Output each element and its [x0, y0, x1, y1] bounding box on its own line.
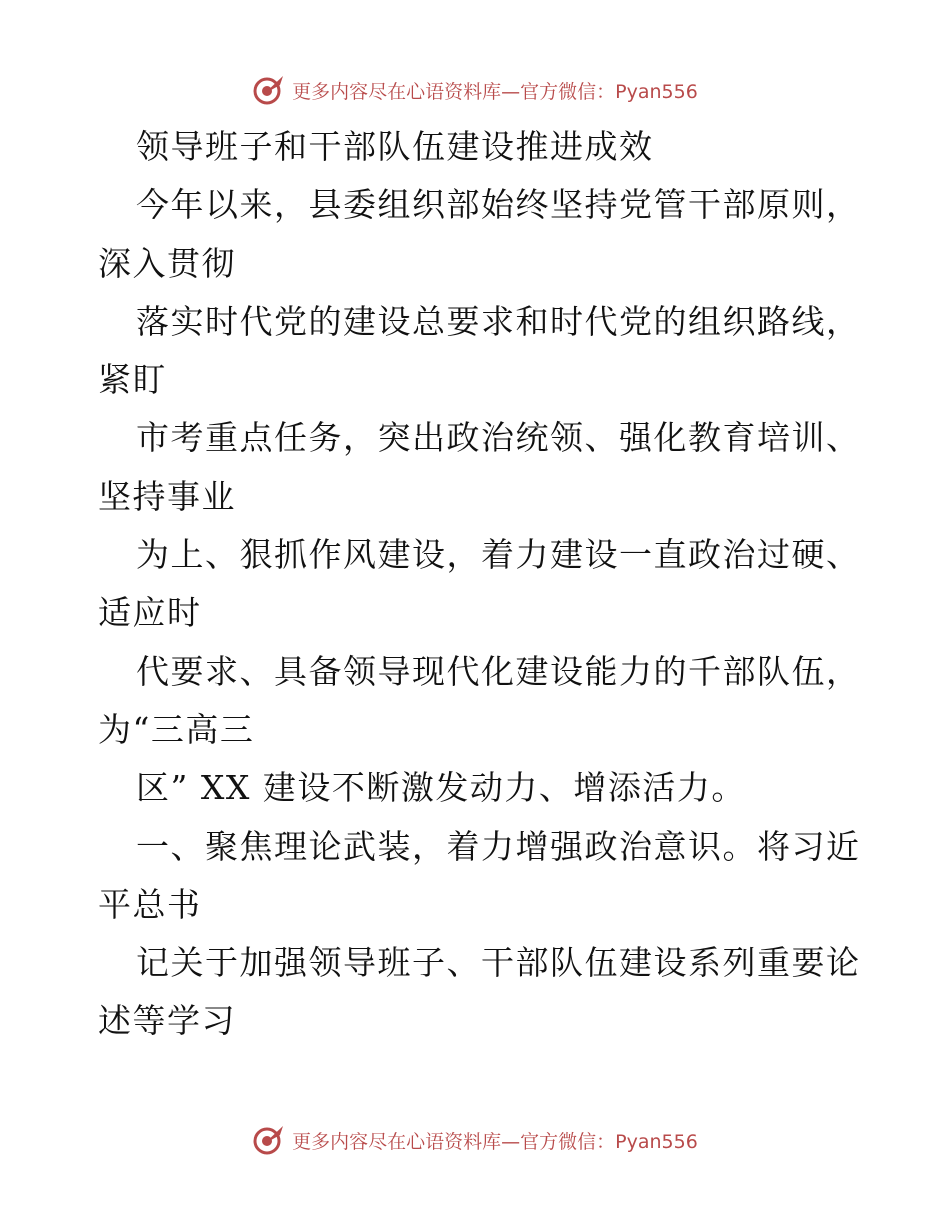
document-line: 市考重点任务，突出政治统领、强化教育培训、 — [136, 418, 861, 458]
document-line: 代要求、具备领导现代化建设能力的千部队伍， — [136, 651, 861, 691]
quill-logo-icon — [252, 73, 286, 107]
document-line: 适应时 — [98, 593, 202, 633]
document-line: 深入贯彻 — [98, 243, 236, 283]
document-body — [98, 118, 868, 1051]
header-banner-text: 更多内容尽在心语资料库—官方微信：Pyan556 — [292, 80, 698, 103]
quill-logo-icon — [252, 1123, 286, 1157]
footer-banner — [0, 1120, 950, 1160]
document-line: 述等学习 — [98, 1001, 236, 1041]
document-line: 为“三高三 — [98, 709, 255, 749]
document-line: 今年以来，县委组织部始终坚持党管干部原则， — [136, 185, 861, 225]
document-line: 紧盯 — [98, 360, 167, 400]
document-line: 区” XX 建设不断激发动力、增添活力。 — [136, 768, 746, 808]
footer-banner-text: 更多内容尽在心语资料库—官方微信：Pyan556 — [292, 1130, 698, 1153]
document-line: 落实时代党的建设总要求和时代党的组织路线， — [136, 301, 861, 341]
document-line: 一、聚焦理论武装，着力增强政治意识。将习近 — [136, 826, 861, 866]
document-line: 记关于加强领导班子、干部队伍建设系列重要论 — [136, 943, 861, 983]
document-line: 坚持事业 — [98, 476, 236, 516]
document-line: 平总书 — [98, 884, 202, 924]
document-line: 领导班子和干部队伍建设推进成效 — [136, 127, 654, 166]
document-line: 为上、狠抓作风建设，着力建设一直政治过硬、 — [136, 535, 861, 575]
header-banner — [0, 70, 950, 110]
